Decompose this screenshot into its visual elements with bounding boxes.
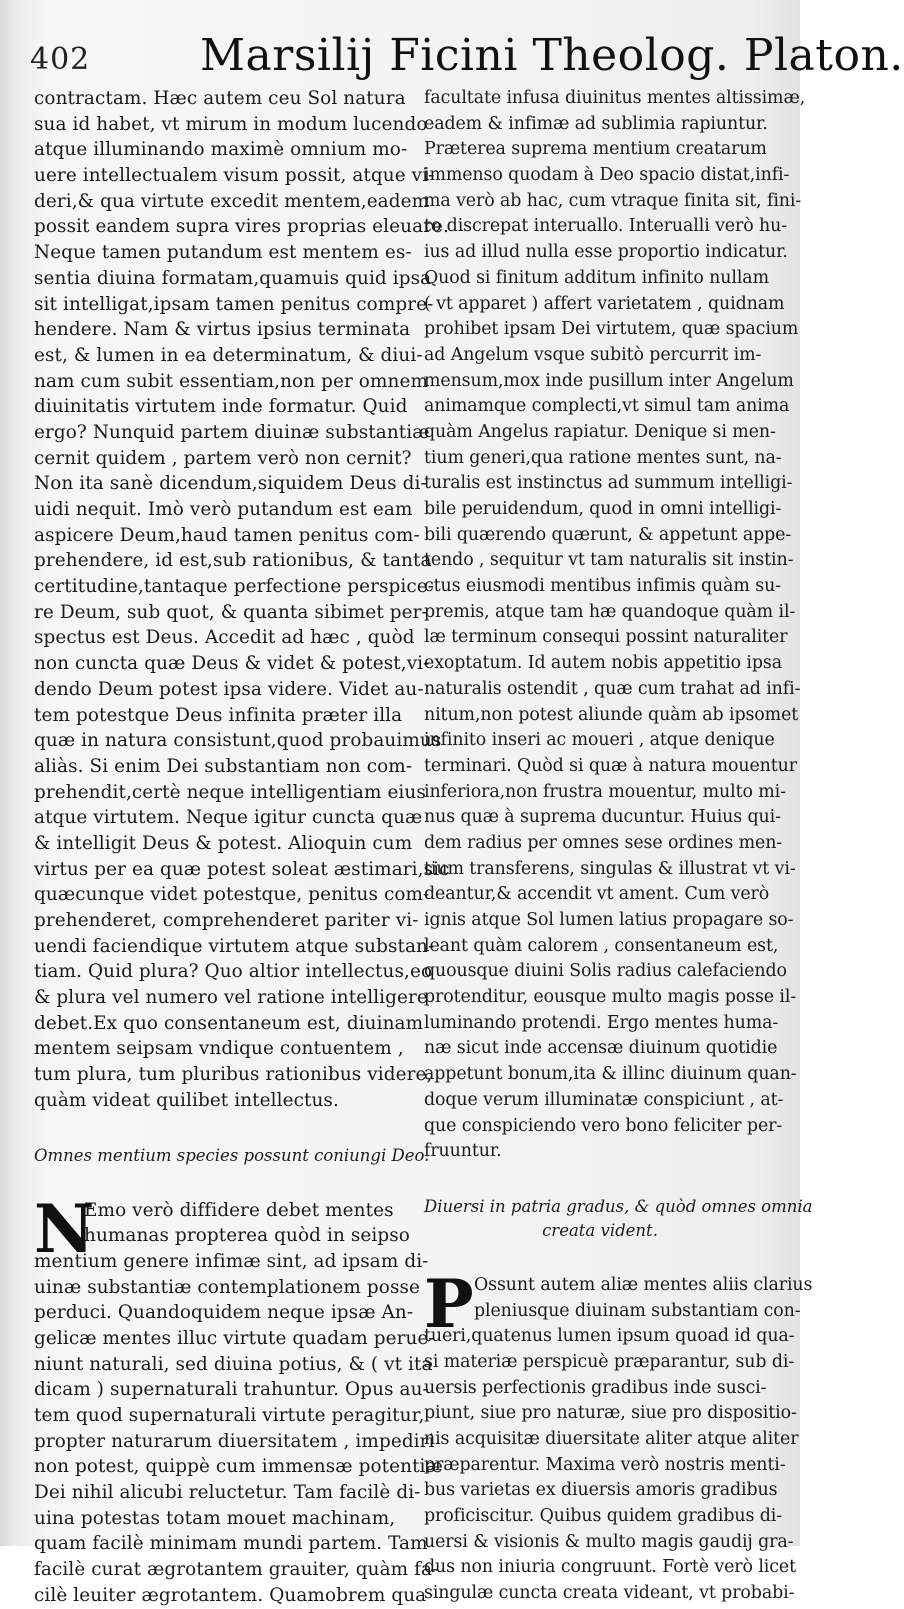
text-line: uina potestas totam mouet machinam, bbox=[34, 1507, 396, 1529]
text-line: dicam ) supernaturali trahuntur. Opus au- bbox=[34, 1379, 429, 1401]
text-line: non potest, quippè cum immensæ potentiæ bbox=[34, 1456, 443, 1478]
text-line: contractam. Hæc autem ceu Sol natura bbox=[34, 88, 406, 109]
right-column-paragraph bbox=[424, 1264, 813, 1607]
section-heading-left: Omnes mentium species possunt coniungi Deo. bbox=[34, 1145, 430, 1165]
text-line: premis, atque tam hæ quandoque quàm il- bbox=[424, 601, 796, 622]
text-line: turalis est instinctus ad summum intelligi- bbox=[424, 473, 793, 494]
text-line: nis acquisitæ diuersitate aliter atque aliter bbox=[424, 1429, 799, 1449]
text-line: bile peruidendum, quod in omni intelligi- bbox=[424, 499, 782, 519]
text-line: ctus eiusmodi mentibus infimis quàm su- bbox=[424, 576, 781, 597]
text-line: quæcunque videt potestque, penitus com- bbox=[34, 884, 430, 906]
text-line: pleniusque diuinam substantiam con- bbox=[474, 1300, 801, 1321]
text-line: dendo Deum potest ipsa videre. Videt au- bbox=[34, 678, 424, 700]
text-line: deri,& qua virtute excedit mentem,eadem bbox=[34, 190, 430, 212]
right-column bbox=[424, 86, 813, 1607]
text-line: dem radius per omnes sese ordines men- bbox=[424, 832, 783, 853]
text-line: facilè curat ægrotantem grauiter, quàm fa- bbox=[34, 1559, 439, 1581]
text-line: prohibet ipsam Dei virtutem, quæ spacium bbox=[424, 319, 799, 340]
left-column-paragraph bbox=[34, 1189, 443, 1609]
text-line: ius ad illud nulla esse proportio indicatur. bbox=[424, 242, 788, 263]
text-line: si materiæ perspicuè præparantur, sub di- bbox=[424, 1351, 795, 1372]
text-line: tum plura, tum pluribus rationibus videre, bbox=[34, 1064, 433, 1086]
text-line: uersi & visionis & multo magis gaudij gra- bbox=[424, 1531, 794, 1552]
text-line: & intelligit Deus & potest. Alioquin cum bbox=[34, 832, 413, 854]
text-line: atque illuminando maximè omnium mo- bbox=[34, 139, 408, 161]
text-line: Ossunt autem aliæ mentes aliis clarius bbox=[474, 1274, 813, 1295]
text-line: mentium genere infimæ sint, ad ipsam di- bbox=[34, 1250, 429, 1272]
text-line: exoptatum. Id autem nobis appetitio ipsa bbox=[424, 653, 783, 674]
text-line: infinito inseri ac moueri , atque denique bbox=[424, 730, 775, 751]
text-line: inferiora,non frustra mouentur, multo mi- bbox=[424, 781, 786, 802]
text-line: uersis perfectionis gradibus inde susci- bbox=[424, 1377, 767, 1398]
text-line: Quod si finitum additum infinito nullam bbox=[424, 267, 769, 288]
left-column-text bbox=[34, 86, 450, 1114]
text-line: quam facilè minimam mundi partem. Tam bbox=[34, 1533, 428, 1555]
text-line: mensum,mox inde pusillum inter Angelum bbox=[424, 370, 794, 391]
text-line: debet.Ex quo consentaneum est, diuinam bbox=[34, 1012, 424, 1034]
text-line: Præterea suprema mentium creatarum bbox=[424, 139, 767, 160]
text-line: quàm Angelus rapiatur. Denique si men- bbox=[424, 421, 776, 442]
text-line: re Deum, sub quot, & quanta sibimet per- bbox=[34, 601, 428, 623]
text-line: næ sicut inde accensæ diuinum quotidie bbox=[424, 1038, 778, 1059]
text-line: perduci. Quandoquidem neque ipsæ An- bbox=[34, 1302, 414, 1324]
section-heading-right-line2: creata vident. bbox=[542, 1220, 658, 1240]
text-line: que conspiciendo vero bono feliciter per- bbox=[424, 1115, 783, 1136]
text-line: luminando protendi. Ergo mentes huma- bbox=[424, 1012, 779, 1033]
text-line: naturalis ostendit , quæ cum trahat ad infi- bbox=[424, 678, 801, 699]
text-line: aliàs. Si enim Dei substantiam non com- bbox=[34, 755, 413, 777]
text-line: tendo , sequitur vt tam naturalis sit instin- bbox=[424, 550, 794, 571]
text-line: prehenderet, comprehenderet pariter vi- bbox=[34, 910, 419, 931]
text-line: certitudine,tantaque perfectione perspice- bbox=[34, 576, 435, 598]
text-line: singulæ cuncta creata videant, vt probabi- bbox=[424, 1583, 795, 1604]
text-line: piunt, siue pro naturæ, siue pro dispositio- bbox=[424, 1403, 797, 1424]
text-line: gelicæ mentes illuc virtute quadam perue- bbox=[34, 1327, 435, 1349]
section-heading-right-line1: Diuersi in patria gradus, & quòd omnes omnia bbox=[424, 1196, 813, 1216]
text-line: ergo? Nunquid partem diuinæ substantiæ bbox=[34, 421, 430, 443]
text-line: mentem seipsam vndique contuentem , bbox=[34, 1038, 404, 1060]
text-line: & plura vel numero vel ratione intelligere bbox=[34, 987, 428, 1009]
text-line: leant quàm calorem , consentaneum est, bbox=[424, 935, 779, 956]
text-line: læ terminum consequi possint naturaliter bbox=[424, 627, 788, 648]
text-line: uendi faciendique virtutem atque substan- bbox=[34, 935, 435, 957]
text-line: uinæ substantiæ contemplationem posse bbox=[34, 1276, 421, 1298]
text-line: Dei nihil alicubi reluctetur. Tam facilè di- bbox=[34, 1482, 421, 1504]
text-line: tem quod supernaturali virtute peragitur, bbox=[34, 1405, 425, 1426]
text-line: bus varietas ex diuersis amoris gradibus bbox=[424, 1480, 778, 1501]
text-line: terminari. Quòd si quæ à natura mouentur bbox=[424, 755, 797, 776]
text-line: Neque tamen putandum est mentem es- bbox=[34, 242, 412, 264]
text-line: protenditur, eousque multo magis posse il- bbox=[424, 987, 797, 1008]
text-line: uidi nequit. Imò verò putandum est eam bbox=[34, 499, 413, 520]
text-line: non cuncta quæ Deus & videt & potest,vi- bbox=[34, 653, 430, 675]
text-line: atque virtutem. Neque igitur cuncta quæ bbox=[34, 807, 423, 829]
text-line: prehendere, id est,sub rationibus, & tanta bbox=[34, 550, 432, 572]
text-line: bili quærendo quærunt, & appetunt appe- bbox=[424, 524, 792, 545]
text-line: possit eandem supra vires proprias eleuare. bbox=[34, 216, 449, 238]
text-line: hendere. Nam & virtus ipsius terminata bbox=[34, 319, 411, 341]
text-line: fruuntur. bbox=[424, 1141, 502, 1162]
text-line: est, & lumen in ea determinatum, & diui- bbox=[34, 344, 423, 366]
text-line: tem potestque Deus infinita præter illa bbox=[34, 704, 403, 726]
text-line: aspicere Deum,haud tamen penitus com- bbox=[34, 524, 420, 546]
text-line: quousque diuini Solis radius calefaciendo bbox=[424, 961, 787, 982]
text-line: to discrepat interuallo. Interualli verò hu- bbox=[424, 216, 787, 237]
running-head bbox=[24, 26, 904, 84]
text-line: niunt naturali, sed diuina potius, & ( vt ita bbox=[34, 1353, 433, 1375]
page-number: 402 bbox=[30, 42, 91, 77]
text-line: tueri,quatenus lumen ipsum quoad id qua- bbox=[424, 1326, 795, 1347]
right-column-text bbox=[424, 86, 806, 1165]
text-line: uere intellectualem visum possit, atque vi- bbox=[34, 165, 435, 187]
text-line: immenso quodam à Deo spacio distat,infi- bbox=[424, 165, 790, 186]
text-line: ad Angelum vsque subitò percurrit im- bbox=[424, 344, 762, 365]
text-line: tium generi,qua ratione mentes sunt, na- bbox=[424, 447, 782, 468]
text-line: præparentur. Maxima verò nostris menti- bbox=[424, 1454, 786, 1475]
text-line: virtus per ea quæ potest soleat æstimari,sic bbox=[34, 858, 450, 880]
text-line: ignis atque Sol lumen latius propagare so- bbox=[424, 910, 794, 930]
text-line: diuinitatis virtutem inde formatur. Quid bbox=[34, 396, 408, 418]
text-line: sua id habet, vt mirum in modum lucendo bbox=[34, 113, 428, 135]
text-line: spectus est Deus. Accedit ad hæc , quòd bbox=[34, 627, 415, 649]
text-line: sentia diuina formatam,quamuis quid ipsa bbox=[34, 267, 432, 289]
text-line: Emo verò diffidere debet mentes bbox=[84, 1199, 394, 1221]
drop-cap-n: N bbox=[34, 1189, 95, 1268]
text-line: quæ in natura consistunt,quod probauimus bbox=[34, 730, 442, 752]
left-column bbox=[34, 86, 450, 1609]
text-line: proficiscitur. Quibus quidem gradibus di- bbox=[424, 1506, 782, 1527]
text-line: tiam. Quid plura? Quo altior intellectus,eo bbox=[34, 961, 433, 983]
text-line: sit intelligat,ipsam tamen penitus compre- bbox=[34, 293, 434, 315]
text-line: cilè leuiter ægrotantem. Quamobrem qua bbox=[34, 1584, 427, 1606]
text-line: dus non iniuria congruunt. Fortè verò licet bbox=[424, 1557, 796, 1578]
text-line: propter naturarum diuersitatem , impediri bbox=[34, 1430, 435, 1452]
text-line: doque verum illuminatæ conspiciunt , at- bbox=[424, 1089, 784, 1110]
text-line: facultate infusa diuinitus mentes altissimæ, bbox=[424, 88, 806, 108]
text-line: nam cum subit essentiam,non per omnem bbox=[34, 370, 428, 392]
drop-cap-p: P bbox=[424, 1264, 474, 1343]
text-line: cernit quidem , partem verò non cernit? bbox=[34, 447, 412, 469]
text-line: nitum,non potest aliunde quàm ab ipsomet bbox=[424, 704, 799, 725]
text-line: ma verò ab hac, cum vtraque finita sit, fini- bbox=[424, 190, 802, 211]
text-line: tium transferens, singulas & illustrat vt vi- bbox=[424, 858, 796, 879]
text-line: nus quæ à suprema ducuntur. Huius qui- bbox=[424, 807, 781, 828]
text-line: eadem & infimæ ad sublimia rapiuntur. bbox=[424, 113, 768, 134]
text-line: deantur,& accendit vt ament. Cum verò bbox=[424, 884, 770, 905]
text-line: quàm videat quilibet intellectus. bbox=[34, 1089, 339, 1111]
text-line: appetunt bonum,ita & illinc diuinum quan- bbox=[424, 1064, 797, 1085]
text-line: animamque complecti,vt simul tam anima bbox=[424, 396, 790, 417]
text-line: Non ita sanè dicendum,siquidem Deus di- bbox=[34, 473, 427, 495]
text-line: prehendit,certè neque intelligentiam eius bbox=[34, 781, 426, 803]
text-line: humanas propterea quòd in seipso bbox=[84, 1225, 410, 1247]
text-line: ( vt apparet ) affert varietatem , quidnam bbox=[424, 293, 785, 314]
running-title: Marsilij Ficini Theolog. Platon. bbox=[200, 30, 904, 81]
